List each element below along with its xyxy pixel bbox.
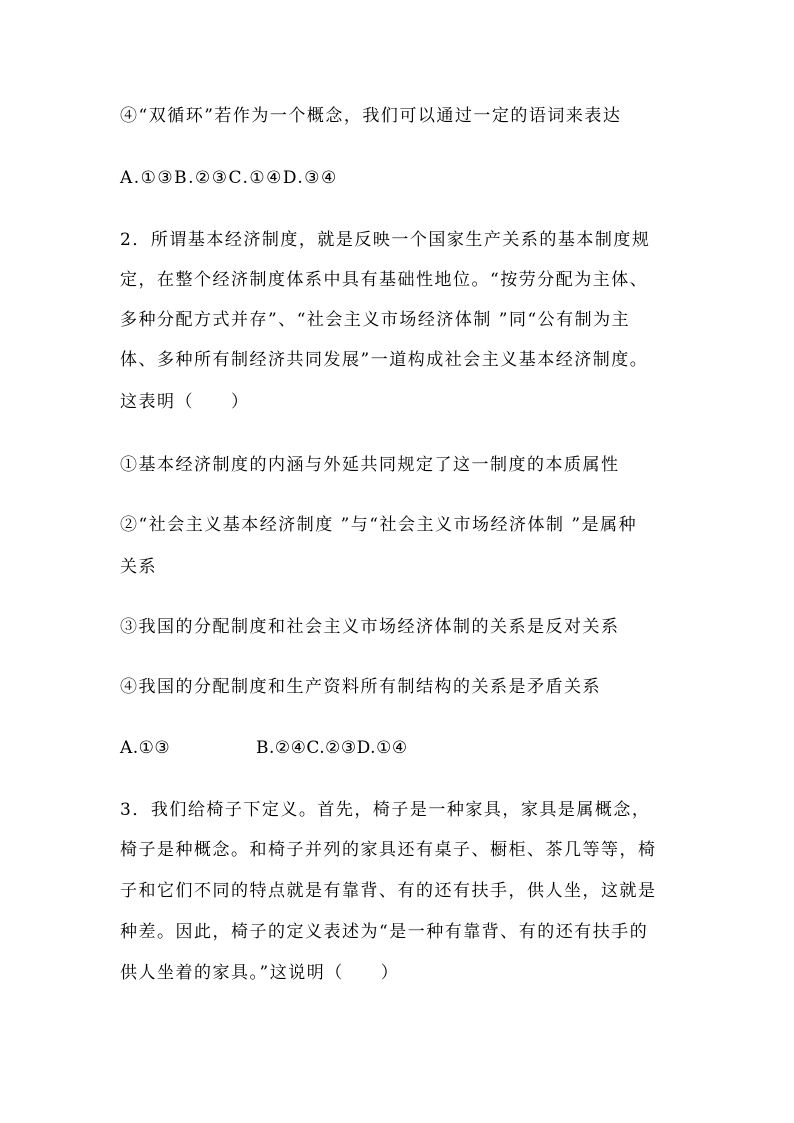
q3-stem-line-2: 椅子是种概念。和椅子并列的家具还有桌子、橱柜、茶几等等，椅	[120, 840, 657, 860]
q2-options-rest: B.②④C.②③D.①④	[256, 738, 408, 758]
q2-stem-line-3: 多种分配方式并存”、“社会主义市场经济体制 ”同“公有制为主	[120, 310, 631, 330]
q2-statement-2-cont: 关系	[120, 557, 157, 577]
q3-stem-line-4: 种差。因此，椅子的定义表述为“是一种有靠背、有的还有扶手的	[120, 922, 649, 942]
q2-stem-line-5: 这表明（ ）	[120, 392, 250, 412]
q2-stem-line-1: 2．所谓基本经济制度，就是反映一个国家生产关系的基本制度规	[120, 230, 651, 250]
q2-statement-4: ④我国的分配制度和生产资料所有制结构的关系是矛盾关系	[120, 677, 601, 697]
q3-stem-line-5: 供人坐着的家具。”这说明（ ）	[120, 963, 400, 983]
q2-statement-1: ①基本经济制度的内涵与外延共同规定了这一制度的本质属性	[120, 455, 620, 475]
q2-statement-3: ③我国的分配制度和社会主义市场经济体制的关系是反对关系	[120, 617, 620, 637]
q1-options: A.①③B.②③C.①④D.③④	[120, 168, 338, 188]
q3-stem-line-1: 3．我们给椅子下定义。首先，椅子是一种家具，家具是属概念，	[120, 800, 651, 820]
q2-option-a: A.①③	[120, 738, 171, 758]
q2-statement-2: ②“社会主义基本经济制度 ”与“社会主义市场经济体制 ”是属种	[120, 515, 638, 535]
q1-statement-4: ④“双循环”若作为一个概念，我们可以通过一定的语词来表达	[120, 106, 622, 126]
q3-stem-line-3: 子和它们不同的特点就是有靠背、有的还有扶手，供人坐，这就是	[120, 881, 657, 901]
q2-stem-line-2: 定，在整个经济制度体系中具有基础性地位。“按劳分配为主体、	[120, 270, 649, 290]
q2-stem-line-4: 体、多种所有制经济共同发展”一道构成社会主义基本经济制度。	[120, 350, 649, 370]
